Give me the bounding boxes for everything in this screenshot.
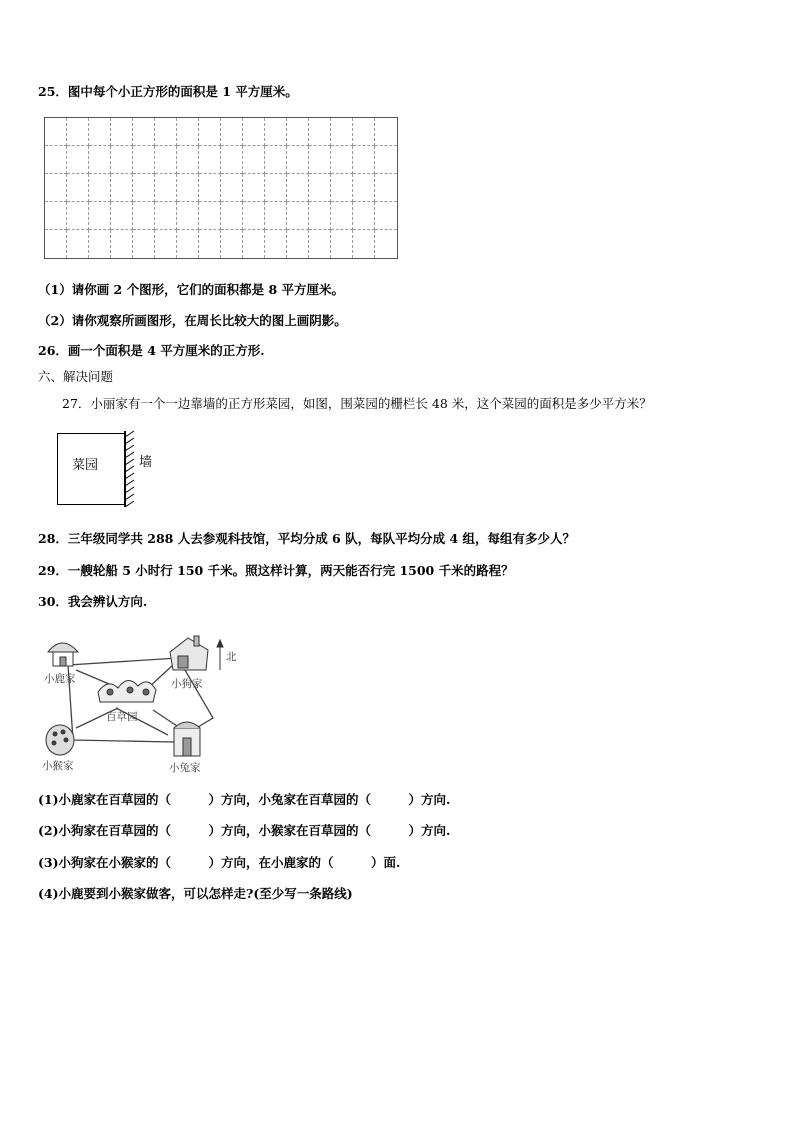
grid-cell[interactable] [353,146,375,174]
q25-title: 25．图中每个小正方形的面积是 1 平方厘米。 [38,84,298,99]
grid-cell[interactable] [199,202,221,230]
grid-cell[interactable] [199,118,221,146]
grid-cell[interactable] [331,118,353,146]
grid-cell[interactable] [67,146,89,174]
wall-label: 墙 [139,455,153,470]
q25-part1: （1）请你画 2 个图形，它们的面积都是 8 平方厘米。 [38,282,345,297]
wall-hatch-icon [122,429,138,509]
grid-cell[interactable] [45,146,67,174]
grid-cell[interactable] [375,230,397,258]
dog-home-label: 小狗家 [171,678,203,690]
grid-cell[interactable] [309,230,331,258]
grid-cell[interactable] [67,174,89,202]
grid-cell[interactable] [45,230,67,258]
q27-title: 27．小丽家有一个一边靠墙的正方形菜园，如图，围菜园的栅栏长 48 米，这个菜园的面积是多少平方米？ [62,396,652,411]
grid-cell[interactable] [177,118,199,146]
grid-cell[interactable] [309,202,331,230]
grid-cell[interactable] [287,174,309,202]
dog-house-icon [170,636,208,670]
q28-title: 28．三年级同学共 288 人去参观科技馆，平均分成 6 队，每队平均分成 4 组，每组有多少人？ [38,531,575,546]
rabbit-house-icon [174,722,200,756]
q30-part2: (2)小狗家在百草园的（ ）方向，小猴家在百草园的（ ）方向. [38,823,451,838]
grid-cell[interactable] [177,202,199,230]
grid-cell[interactable] [221,118,243,146]
grid-cell[interactable] [375,202,397,230]
grid-cell[interactable] [133,230,155,258]
q30-title: 30．我会辨认方向. [38,594,148,609]
grid-cell[interactable] [155,118,177,146]
grid-cell[interactable] [375,118,397,146]
grid-cell[interactable] [89,174,111,202]
grid-cell[interactable] [243,118,265,146]
grid-cell[interactable] [177,146,199,174]
grid-cell[interactable] [111,202,133,230]
q30-part1: (1)小鹿家在百草园的（ ）方向，小兔家在百草园的（ ）方向. [38,792,451,807]
grid-cell[interactable] [133,202,155,230]
grid-cell[interactable] [67,230,89,258]
grid-cell[interactable] [155,146,177,174]
north-arrow-icon [217,640,223,670]
grid-cell[interactable] [265,146,287,174]
grid-cell[interactable] [67,202,89,230]
grid-cell[interactable] [331,174,353,202]
grid-cell[interactable] [89,202,111,230]
monkey-home-label: 小猴家 [42,760,74,772]
grid-cell[interactable] [243,174,265,202]
grid-cell[interactable] [111,174,133,202]
grid-cell[interactable] [375,146,397,174]
north-label: 北 [226,651,237,663]
grid-cell[interactable] [45,174,67,202]
grid-cell[interactable] [199,174,221,202]
grid-cell[interactable] [353,174,375,202]
vegetable-garden-figure [57,433,125,505]
grid-cell[interactable] [287,118,309,146]
grid-cell[interactable] [287,202,309,230]
grid-cell[interactable] [265,174,287,202]
grid-cell[interactable] [45,118,67,146]
grid-cell[interactable] [133,174,155,202]
grid-cell[interactable] [177,174,199,202]
grid-cell[interactable] [111,146,133,174]
grid-cell[interactable] [287,230,309,258]
deer-house-icon [48,643,78,666]
q26-title: 26．画一个面积是 4 平方厘米的正方形. [38,343,265,358]
grid-cell[interactable] [45,202,67,230]
grid-cell[interactable] [287,146,309,174]
q30-part4: (4)小鹿要到小猴家做客，可以怎样走?(至少写一条路线) [38,886,353,901]
deer-home-label: 小鹿家 [44,673,76,685]
grid-cell[interactable] [89,146,111,174]
grid-cell[interactable] [221,174,243,202]
grid-cell[interactable] [155,230,177,258]
grid-cell[interactable] [155,174,177,202]
grid-cell[interactable] [199,230,221,258]
grid-cell[interactable] [353,202,375,230]
grid-cell[interactable] [133,118,155,146]
grid-cell[interactable] [353,118,375,146]
grid-cell[interactable] [309,146,331,174]
grid-cell[interactable] [221,230,243,258]
q25-part2: （2）请你观察所画图形，在周长比较大的图上画阴影。 [38,313,347,328]
garden-label-map: 百草园 [106,711,138,723]
section-heading: 六、解决问题 [38,369,114,384]
grid-cell[interactable] [331,202,353,230]
grid-cell[interactable] [221,202,243,230]
grid-cell[interactable] [265,118,287,146]
grid-cell[interactable] [353,230,375,258]
grid-cell[interactable] [309,118,331,146]
grid-cell[interactable] [133,146,155,174]
grid-cell[interactable] [67,118,89,146]
q30-part3: (3)小狗家在小猴家的（ ）方向，在小鹿家的（ ）面. [38,855,401,870]
q29-title: 29．一艘轮船 5 小时行 150 千米。照这样计算，两天能否行完 1500 千米的路程？ [38,563,514,578]
grid-cell[interactable] [309,174,331,202]
grid-cell[interactable] [331,146,353,174]
direction-map [38,630,248,780]
grid-cell[interactable] [155,202,177,230]
grid-cell[interactable] [177,230,199,258]
grid-cell[interactable] [375,174,397,202]
grid-cell[interactable] [111,230,133,258]
grid-cell[interactable] [265,202,287,230]
grid-cell[interactable] [243,230,265,258]
grid-cell[interactable] [111,118,133,146]
square-grid[interactable] [44,117,398,259]
grid-cell[interactable] [265,230,287,258]
grid-cell[interactable] [199,146,221,174]
grid-cell[interactable] [243,202,265,230]
grid-cell[interactable] [243,146,265,174]
grid-cell[interactable] [89,118,111,146]
grid-cell[interactable] [331,230,353,258]
grid-cell[interactable] [221,146,243,174]
garden-label: 菜园 [72,458,99,473]
monkey-house-icon [46,725,74,755]
grid-cell[interactable] [89,230,111,258]
rabbit-home-label: 小兔家 [169,762,201,774]
